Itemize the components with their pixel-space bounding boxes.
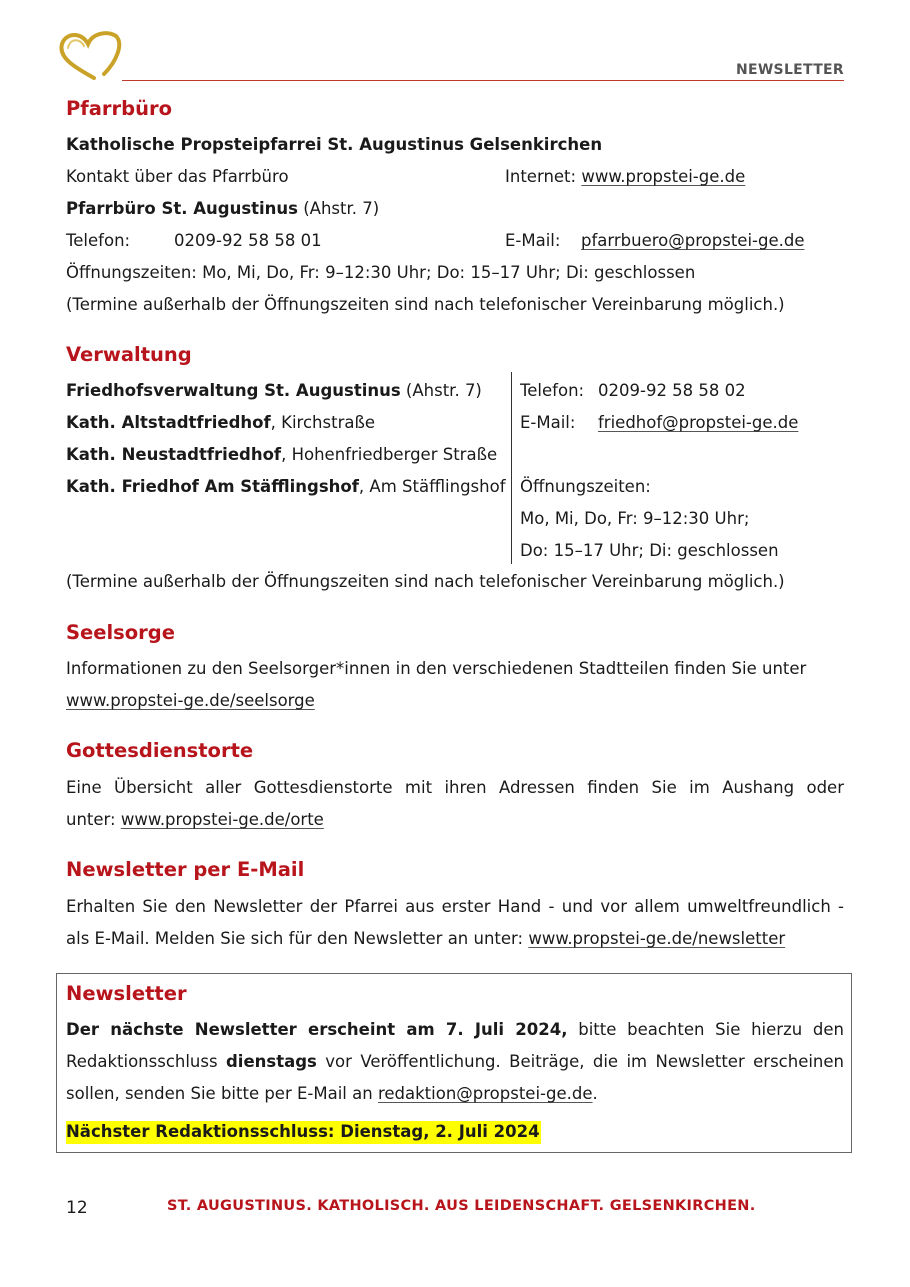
newsletter-link[interactable]: www.propstei-ge.de/newsletter <box>528 929 786 948</box>
cemetery-item <box>66 380 482 402</box>
office-address: (Ahstr. 7) <box>298 199 380 218</box>
gottesdienst-text: Eine Übersicht aller Gottesdienstorte mit ihren Adressen finden Sie im Aushang oder <box>66 778 844 797</box>
newsletter-box-text: vor Veröffentlichung. Beiträge, die im Newsletter erscheinen <box>316 1052 844 1071</box>
newsletter-box-text: . <box>592 1084 598 1103</box>
seelsorge-link[interactable]: www.propstei-ge.de/seelsorge <box>66 691 315 710</box>
email-label: E-Mail: <box>505 231 561 250</box>
admin-hours-line: Do: 15–17 Uhr; Di: geschlossen <box>520 541 779 560</box>
cemetery-name: Kath. Altstadtfriedhof <box>66 413 271 432</box>
newsletter-box-line <box>66 1083 598 1105</box>
cemetery-item <box>66 444 497 466</box>
gottesdienst-link[interactable]: www.propstei-ge.de/orte <box>120 810 324 829</box>
header-title: NEWSLETTER <box>735 62 844 78</box>
cemetery-address: , Am Stäfflingshof <box>358 477 506 496</box>
appointment-note: (Termine außerhalb der Öffnungszeiten sind nach telefonischer Vereinbarung möglich.) <box>66 295 785 314</box>
gottesdienst-heading: Gottesdienstorte <box>66 739 254 762</box>
deadline-highlight: Nächster Redaktionsschluss: Dienstag, 2. Juli 2024 <box>66 1121 541 1144</box>
newsletter-box-line <box>66 1019 844 1041</box>
office-row <box>66 198 379 220</box>
admin-appointment-note: (Termine außerhalb der Öffnungszeiten sind nach telefonischer Vereinbarung möglich.) <box>66 572 785 591</box>
gottesdienst-link-row <box>66 809 324 831</box>
deadline-row <box>66 1121 541 1143</box>
admin-hours-label: Öffnungszeiten: <box>520 477 651 496</box>
newsletter-mail-heading: Newsletter per E-Mail <box>66 858 305 881</box>
opening-hours: Öffnungszeiten: Mo, Mi, Do, Fr: 9–12:30 Uhr; Do: 15–17 Uhr; Di: geschlossen <box>66 263 696 282</box>
newsletter-mail-text: Erhalten Sie den Newsletter der Pfarrei aus erster Hand - und vor allem umweltfreundlich - <box>66 897 844 916</box>
seelsorge-text: Informationen zu den Seelsorger*innen in den verschiedenen Stadtteilen finden Sie unter <box>66 659 807 678</box>
seelsorge-heading: Seelsorge <box>66 621 175 644</box>
internet-link[interactable]: www.propstei-ge.de <box>581 167 746 186</box>
phone-label: Telefon: <box>66 231 131 250</box>
parish-name: Katholische Propsteipfarrei St. Augustinus Gelsenkirchen <box>66 135 603 154</box>
header-divider <box>122 80 844 81</box>
phone-number: 0209-92 58 58 01 <box>174 231 322 250</box>
verwaltung-heading: Verwaltung <box>66 343 192 366</box>
email-link[interactable]: pfarrbuero@propstei-ge.de <box>581 231 805 250</box>
admin-phone-label: Telefon: <box>520 381 585 400</box>
redaktion-email-link[interactable]: redaktion@propstei-ge.de <box>377 1084 593 1103</box>
newsletter-box-line <box>66 1051 844 1073</box>
gottesdienst-prefix: unter: <box>66 810 121 829</box>
newsletter-box-heading: Newsletter <box>66 982 187 1005</box>
admin-phone: 0209-92 58 58 02 <box>598 381 746 400</box>
column-divider <box>511 372 512 564</box>
internet-label: Internet: <box>505 167 577 186</box>
newsletter-link-row <box>66 928 785 950</box>
deadline-weekday: dienstags <box>225 1052 317 1071</box>
cemetery-name: Kath. Friedhof Am Stäfflingshof <box>66 477 359 496</box>
next-issue-date: Der nächste Newsletter erscheint am 7. Juli 2024, <box>66 1020 568 1039</box>
footer-slogan: ST. AUGUSTINUS. KATHOLISCH. AUS LEIDENSCHAFT. GELSENKIRCHEN. <box>167 1198 756 1214</box>
admin-email-link[interactable]: friedhof@propstei-ge.de <box>598 413 799 432</box>
newsletter-prefix: als E-Mail. Melden Sie sich für den Newsletter an unter: <box>66 929 529 948</box>
cemetery-item <box>66 476 506 498</box>
newsletter-box-text: bitte beachten Sie hierzu den <box>567 1020 844 1039</box>
newsletter-box-text: sollen, senden Sie bitte per E-Mail an <box>66 1084 378 1103</box>
cemetery-name: Kath. Neustadtfriedhof <box>66 445 282 464</box>
cemetery-name: Friedhofsverwaltung St. Augustinus <box>66 381 401 400</box>
cemetery-address: , Kirchstraße <box>270 413 376 432</box>
cemetery-address: , Hohenfriedberger Straße <box>281 445 498 464</box>
page-number: 12 <box>66 1198 88 1218</box>
heart-logo-icon <box>56 28 124 82</box>
newsletter-box-text: Redaktionsschluss <box>66 1052 226 1071</box>
cemetery-item <box>66 412 375 434</box>
cemetery-address: (Ahstr. 7) <box>400 381 482 400</box>
internet-row <box>505 166 745 188</box>
office-name: Pfarrbüro St. Augustinus <box>66 199 298 218</box>
admin-hours-line: Mo, Mi, Do, Fr: 9–12:30 Uhr; <box>520 509 750 528</box>
admin-email-label: E-Mail: <box>520 413 576 432</box>
contact-label: Kontakt über das Pfarrbüro <box>66 167 289 186</box>
pfarrbuero-heading: Pfarrbüro <box>66 97 173 120</box>
